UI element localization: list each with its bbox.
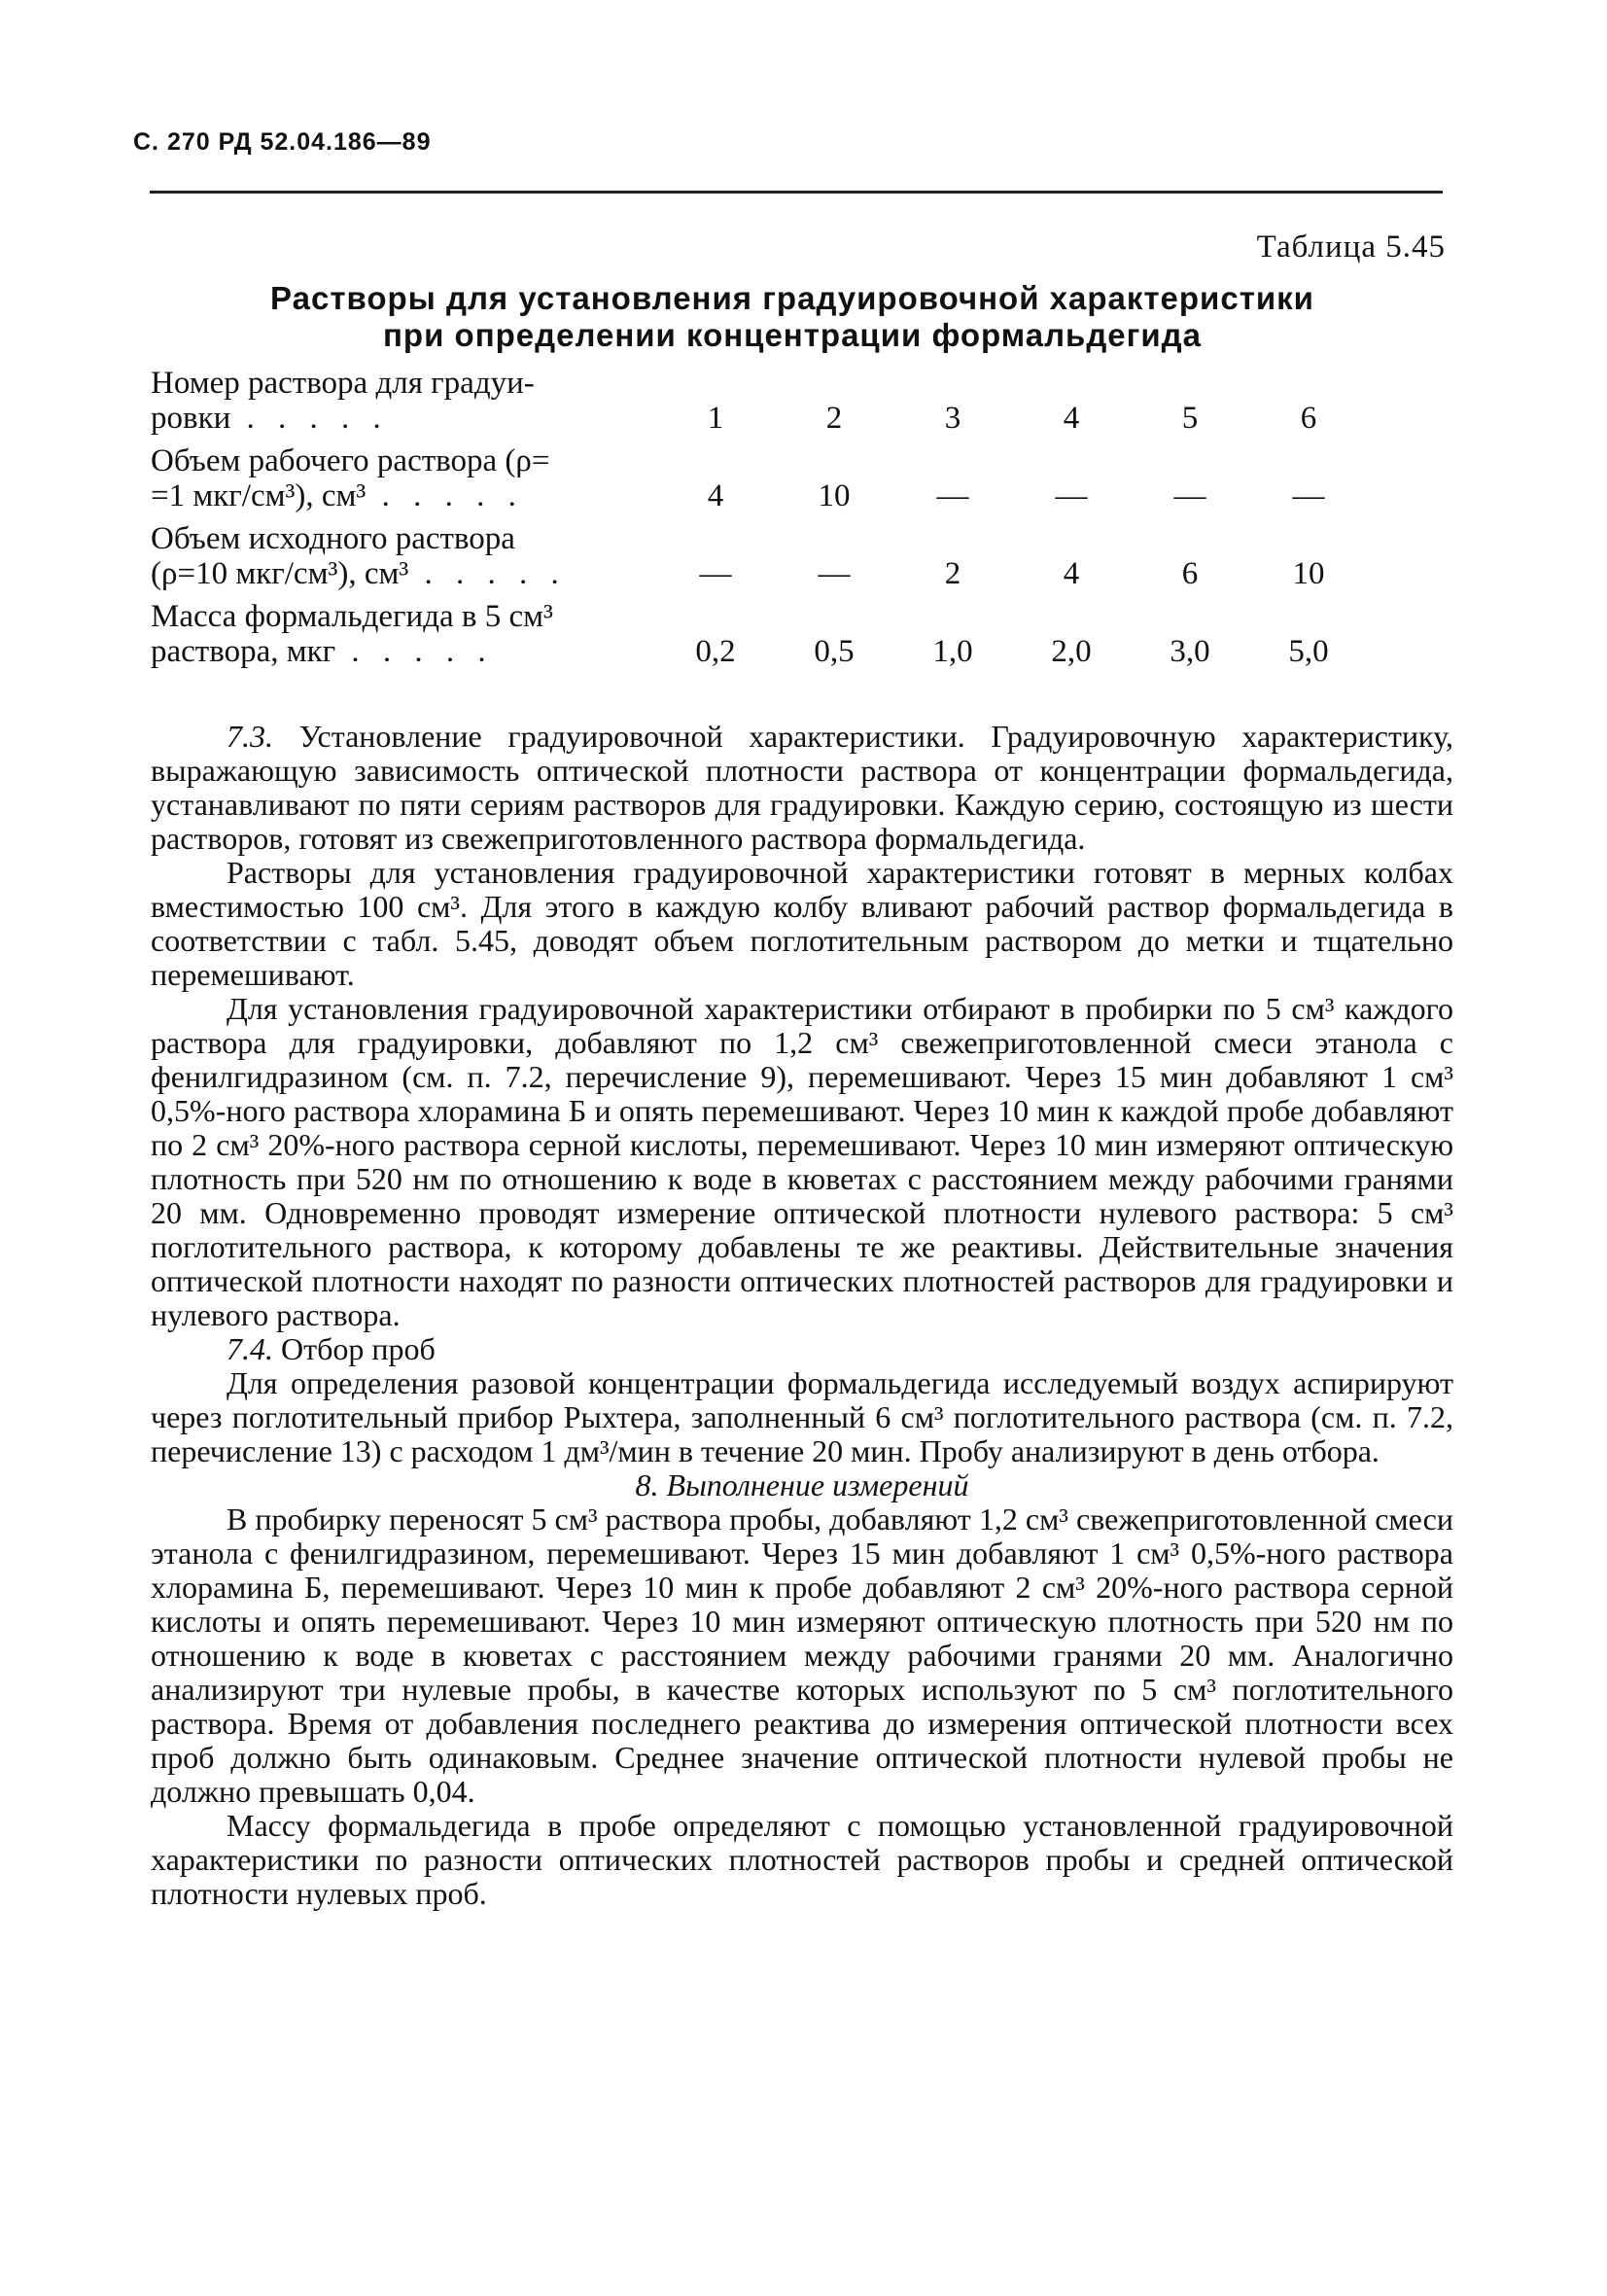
table-cell: 2,0: [1051, 634, 1092, 669]
row-label-line-2-text: =1 мкг/см³), см³: [151, 478, 367, 513]
row-label-line-2-text: раствора, мкг: [151, 634, 336, 669]
section-heading-8: 8. Выполнение измерений: [635, 1467, 969, 1502]
paragraph-mass: Массу формальдегида в пробе определяют с помощью установленной градуировочной характеристики по разности оптических плотностей растворов пробы и средней оптической плотности нулевых проб.: [151, 1808, 1453, 1911]
paragraph-preparation: Растворы для установления градуировочной характеристики готовят в мерных колбах вместимостью 100 см³. Для этого в каждую колбу вливают рабочий раствор формальдегида в соответствии с табл. 5.45, доводят объем поглотительным раствором до метки и тщательно перемешивают.: [151, 855, 1453, 992]
leader-dots: . . . . .: [366, 478, 524, 513]
table-cell: 3,0: [1170, 634, 1210, 669]
table-cell: 3: [944, 401, 961, 436]
paragraph-sampling: Для определения разовой концентрации формальдегида исследуемый воздух аспирируют через поглотительный прибор Рыхтера, заполненный 6 см³ поглотительного раствора (см. п. 7.2, перечисление 13) с расходом 1 дм³/мин в течение 20 мин. Пробу анализируют в день отбора.: [151, 1365, 1453, 1468]
table-cell: —: [818, 556, 851, 591]
table-row: [151, 366, 1368, 443]
section-number-7-3: 7.3.: [227, 719, 273, 754]
table-cell: 5: [1181, 401, 1199, 436]
leader-dots: . . . . .: [335, 634, 494, 669]
table-cell: 1: [707, 401, 724, 436]
table-cell: —: [1055, 478, 1088, 513]
table-cell: 2: [825, 401, 843, 436]
table-cell: 2: [944, 556, 961, 591]
table-title: [194, 280, 1390, 354]
table-cell: 10: [1292, 556, 1325, 591]
paragraph-7-4: [151, 1332, 1453, 1366]
leader-dots: . . . . .: [408, 556, 567, 591]
table-cell: 0,2: [695, 634, 736, 669]
row-label-line-2-text: ровки: [151, 401, 231, 436]
section-number-7-4: 7.4.: [227, 1331, 273, 1366]
row-label: [151, 521, 656, 599]
row-label-line-1: Номер раствора для градуи-: [151, 366, 535, 401]
table-cell: 4: [1063, 556, 1080, 591]
table-cell: 5,0: [1288, 634, 1329, 669]
row-label-line-2: [151, 556, 656, 591]
row-label-line-2-text: (ρ=10 мкг/см³), см³: [151, 556, 409, 591]
table-cell: —: [699, 556, 732, 591]
row-label-line-1: Объем рабочего раствора (ρ=: [151, 443, 550, 478]
leader-dots: . . . . .: [230, 401, 389, 436]
table-title-line-1: Растворы для установления градуировочной характеристики: [270, 280, 1314, 316]
table-cell: 0,5: [814, 634, 855, 669]
table-row: [151, 521, 1368, 599]
page-header: С. 270 РД 52.04.186—89: [133, 128, 432, 156]
table-cell: 10: [818, 478, 851, 513]
table-cell: 6: [1300, 401, 1317, 436]
table-row: [151, 599, 1368, 677]
paragraph-7-3-text: Установление градуировочной характеристики. Градуировочную характеристику, выражающую зависимость оптической плотности раствора от концентрации формальдегида, устанавливают по пяти сериям растворов для градуировки. Каждую серию, состоящую из шести растворов, готовят из свежеприготовленного раствора формальдегида.: [151, 719, 1453, 856]
row-label-line-2: [151, 634, 656, 669]
calibration-table: [151, 366, 1368, 677]
paragraph-execution: В пробирку переносят 5 см³ раствора пробы, добавляют 1,2 см³ свежеприготовленной смеси этанола с фенилгидразином, перемешивают. Через 15 мин добавляют 1 см³ 0,5%-ного раствора хлорамина Б, перемешивают. Через 10 мин к пробе добавляют 2 см³ 20%-ного раствора серной кислоты и опять перемешивают. Через 10 мин измеряют оптическую плотность при 520 нм по отношению к воде в кюветах с расстоянием между рабочими гранями 20 мм. Аналогично анализируют три нулевые пробы, в качестве которых используют по 5 см³ поглотительного раствора. Время от добавления последнего реактива до измерения оптической плотности всех проб должно быть одинаковым. Среднее значение оптической плотности нулевой пробы не должно превышать 0,04.: [151, 1501, 1453, 1809]
row-label-line-2: [151, 478, 656, 513]
header-rule: [150, 191, 1443, 194]
table-cell: —: [936, 478, 969, 513]
row-label-line-2: [151, 401, 656, 436]
document-body: [151, 720, 1453, 1911]
table-cell: 4: [707, 478, 724, 513]
row-label-line-1: Объем исходного раствора: [151, 521, 515, 556]
table-cell: 1,0: [932, 634, 973, 669]
row-label: [151, 366, 656, 443]
section-title-7-4: Отбор проб: [281, 1331, 436, 1366]
table-cell: —: [1292, 478, 1325, 513]
row-label-line-1: Масса формальдегида в 5 см³: [151, 599, 553, 634]
table-title-line-2: при определении концентрации формальдегида: [383, 317, 1202, 353]
paragraph-7-3: [151, 720, 1453, 856]
row-label: [151, 599, 656, 677]
table-cell: —: [1173, 478, 1206, 513]
row-label: [151, 443, 656, 521]
table-row: [151, 443, 1368, 521]
table-cell: 6: [1181, 556, 1199, 591]
paragraph-measurement: Для установления градуировочной характеристики отбирают в пробирки по 5 см³ каждого раствора для градуировки, добавляют по 1,2 см³ свежеприготовленной смеси этанола с фенилгидразином (см. п. 7.2, перечисление 9), перемешивают. Через 15 мин добавляют 1 см³ 0,5%-ного раствора хлорамина Б и опять перемешивают. Через 10 мин к каждой пробе добавляют по 2 см³ 20%-ного раствора серной кислоты, перемешивают. Через 10 мин измеряют оптическую плотность при 520 нм по отношению к воде в кюветах с расстоянием между рабочими гранями 20 мм. Одновременно проводят измерение оптической плотности нулевого раствора: 5 см³ поглотительного раствора, к которому добавлены те же реактивы. Действительные значения оптической плотности находят по разности оптических плотностей растворов для градуировки и нулевого раствора.: [151, 991, 1453, 1332]
table-cell: 4: [1063, 401, 1080, 436]
table-label: Таблица 5.45: [1256, 230, 1446, 265]
